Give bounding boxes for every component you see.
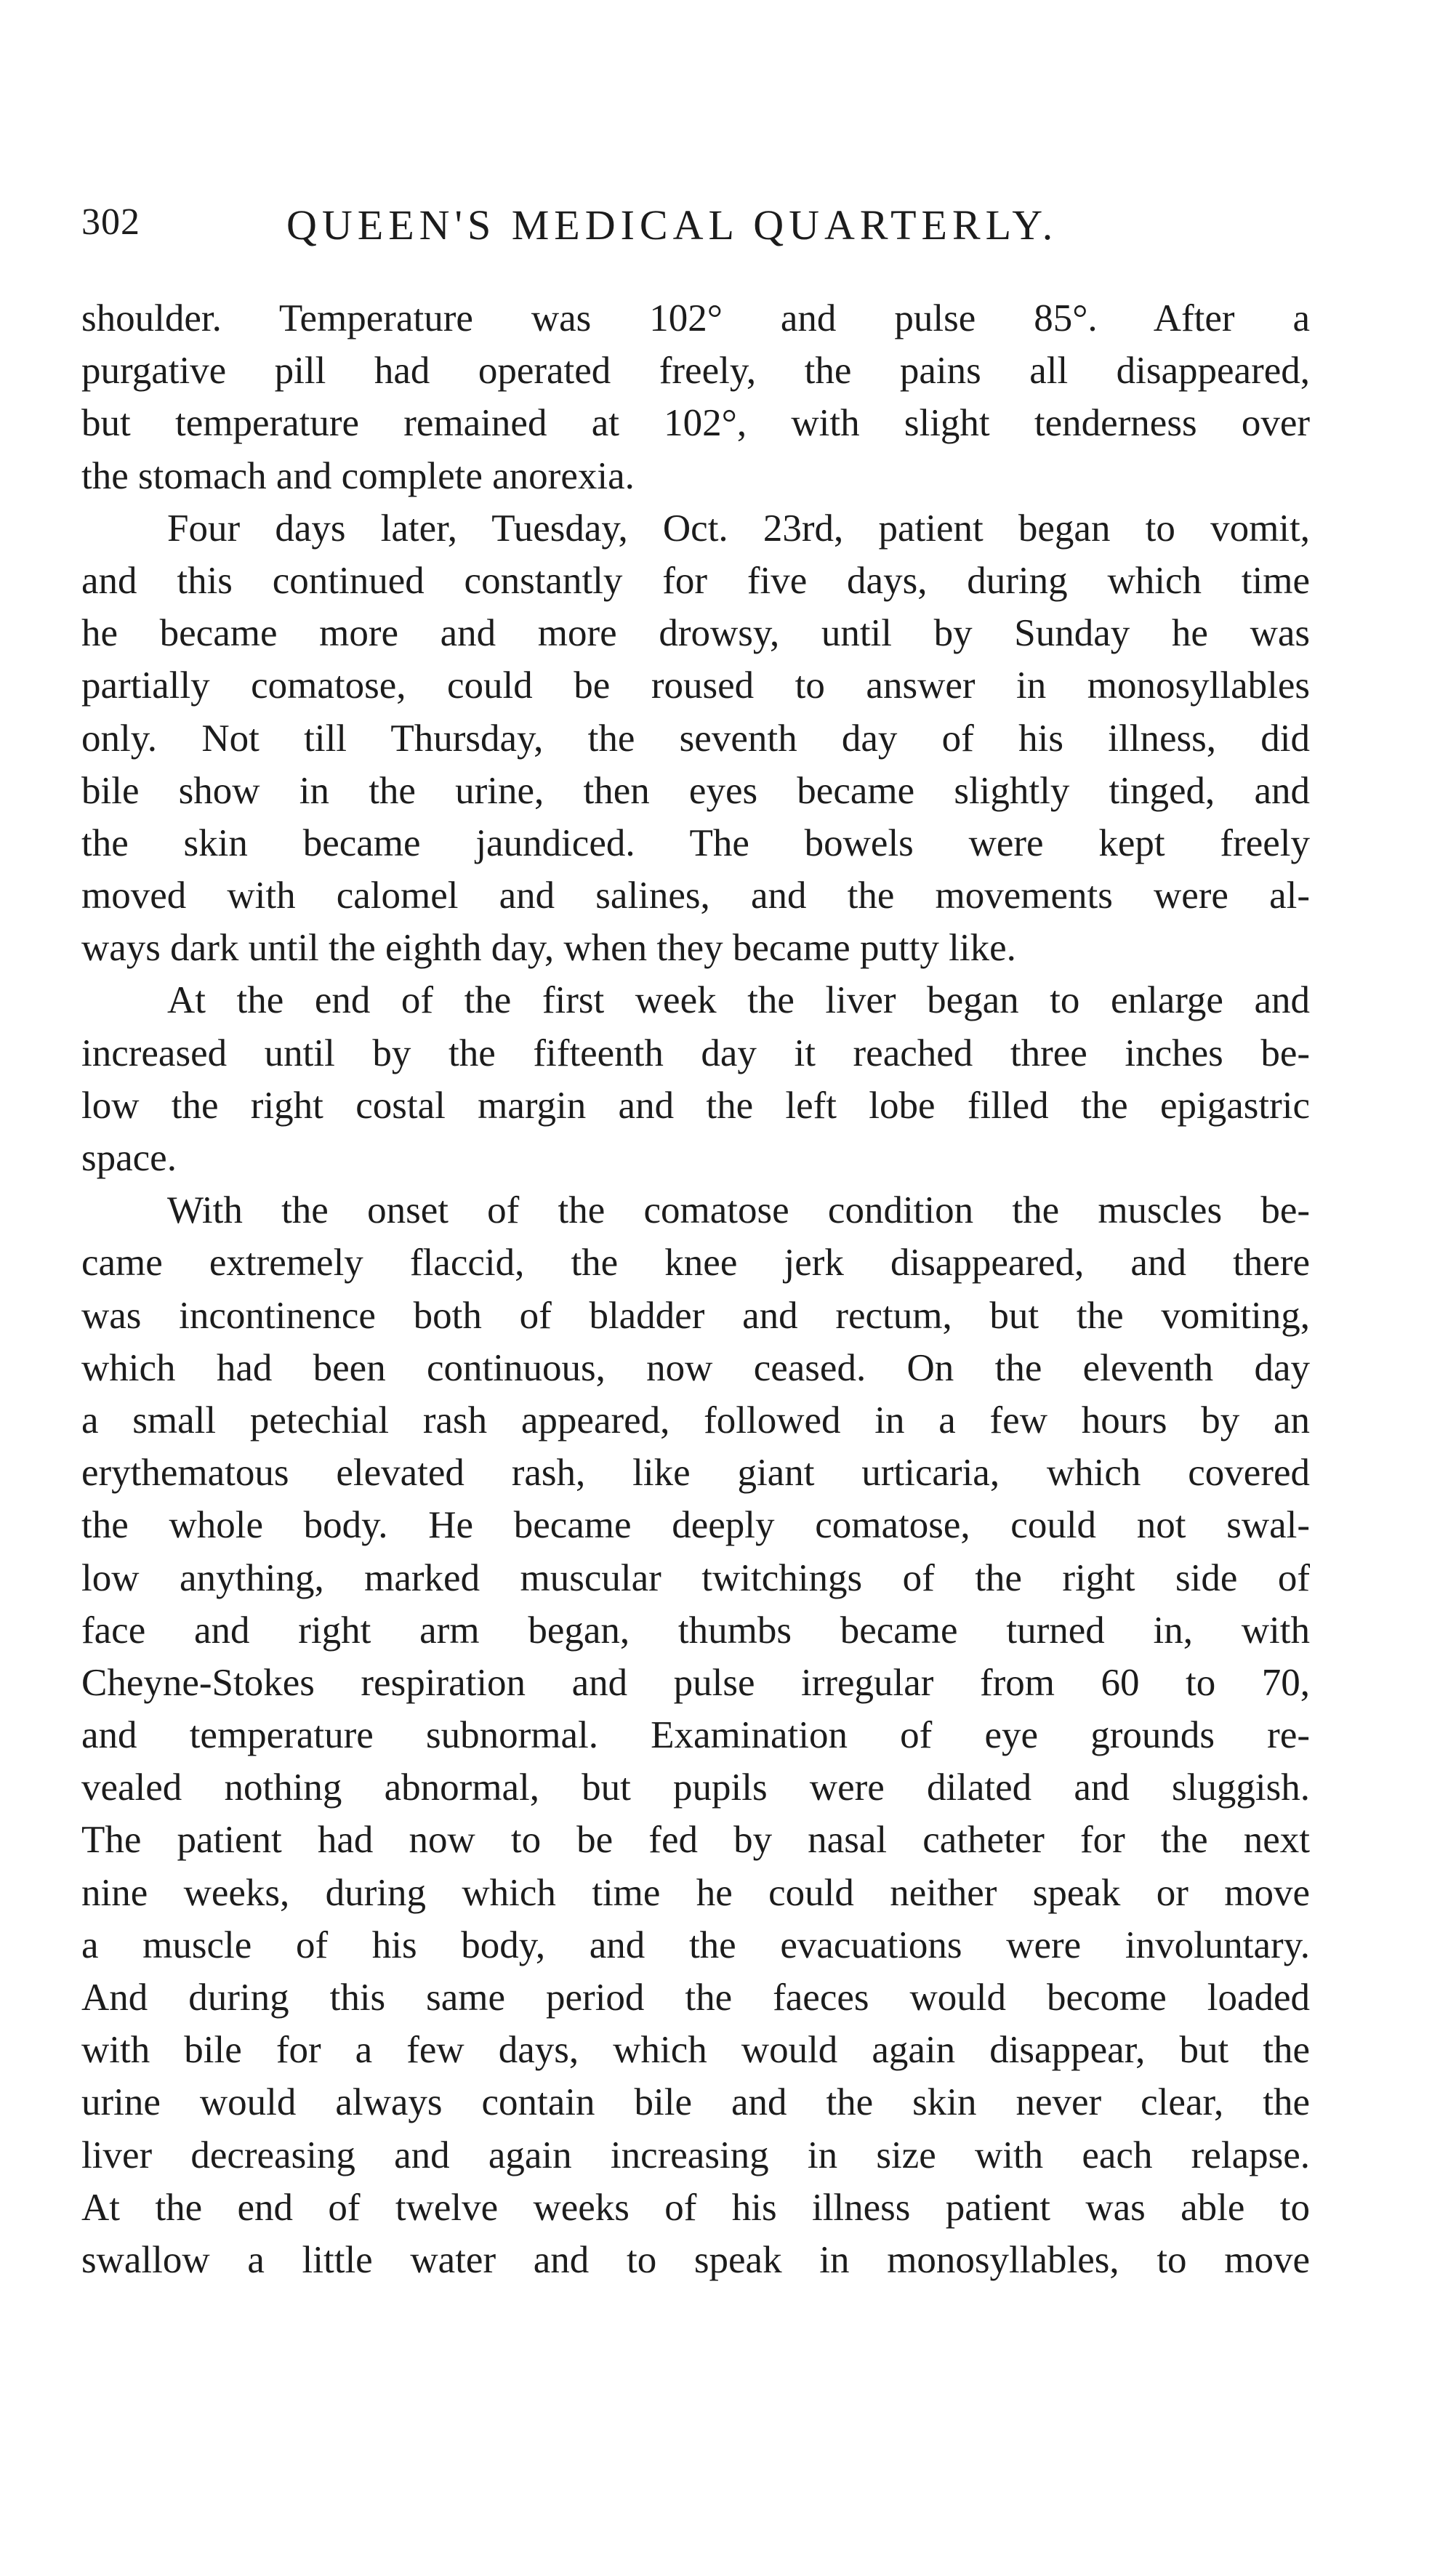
text-line: erythematous elevated rash, like giant urticaria, which covered [81, 1452, 1310, 1495]
text-line: And during this same period the faeces would become loaded [81, 1977, 1310, 2019]
body-text [81, 292, 1310, 2286]
page-number: 302 [81, 201, 140, 243]
text-line: low the right costal margin and the left lobe filled the epigastric [81, 1084, 1310, 1127]
text-line: space. [81, 1137, 177, 1179]
text-line: came extremely flaccid, the knee jerk disappeared, and there [81, 1242, 1310, 1284]
text-line: low anything, marked muscular twitchings of the right side of [81, 1556, 1310, 1599]
text-line: and this continued constantly for five days, during which time [81, 559, 1310, 602]
text-line: swallow a little water and to speak in monosyllables, to move [81, 2238, 1310, 2281]
text-line: urine would always contain bile and the skin never clear, the [81, 2081, 1310, 2124]
text-line: shoulder. Temperature was 102° and pulse 85°. After a [81, 297, 1310, 339]
text-line: nine weeks, during which time he could neither speak or move [81, 1871, 1310, 1914]
text-line: the whole body. He became deeply comatose, could not swal- [81, 1504, 1310, 1547]
text-line: increased until by the fifteenth day it reached three inches be- [81, 1032, 1310, 1074]
text-line: the stomach and complete anorexia. [81, 454, 635, 497]
text-line: was incontinence both of bladder and rectum, but the vomiting, [81, 1294, 1310, 1337]
text-line: which had been continuous, now ceased. On the eleventh day [81, 1346, 1310, 1389]
text-line: At the end of the first week the liver began to enlarge and [167, 979, 1310, 1022]
page-header [81, 201, 1310, 266]
text-line: a small petechial rash appeared, followed in a few hours by an [81, 1399, 1310, 1442]
text-line: he became more and more drowsy, until by Sunday he was [81, 612, 1310, 655]
text-line: face and right arm began, thumbs became turned in, with [81, 1609, 1310, 1652]
text-line: The patient had now to be fed by nasal catheter for the next [81, 1819, 1310, 1862]
running-head: QUEEN'S MEDICAL QUARTERLY. [286, 201, 1058, 249]
text-line: Cheyne-Stokes respiration and pulse irregular from 60 to 70, [81, 1661, 1310, 1704]
text-line: and temperature subnormal. Examination of eye grounds re- [81, 1714, 1310, 1757]
text-line: vealed nothing abnormal, but pupils were dilated and sluggish. [81, 1766, 1310, 1809]
text-line: bile show in the urine, then eyes became slightly tinged, and [81, 769, 1310, 812]
text-line: a muscle of his body, and the evacuations were involuntary. [81, 1923, 1310, 1966]
text-line: with bile for a few days, which would again disappear, but the [81, 2029, 1310, 2072]
text-line: Four days later, Tuesday, Oct. 23rd, patient began to vomit, [167, 507, 1310, 550]
text-line: only. Not till Thursday, the seventh day of his illness, did [81, 717, 1310, 760]
text-line: the skin became jaundiced. The bowels were kept freely [81, 821, 1310, 864]
text-line: but temperature remained at 102°, with slight tenderness over [81, 402, 1310, 445]
text-line: With the onset of the comatose condition the muscles be- [167, 1189, 1310, 1232]
text-line: moved with calomel and salines, and the movements were al- [81, 875, 1310, 917]
text-line: liver decreasing and again increasing in size with each relapse. [81, 2134, 1310, 2176]
text-line: purgative pill had operated freely, the pains all disappeared, [81, 350, 1310, 393]
text-line: ways dark until the eighth day, when they became putty like. [81, 927, 1016, 970]
text-line: At the end of twelve weeks of his illness patient was able to [81, 2186, 1310, 2229]
text-line: partially comatose, could be roused to answer in monosyllables [81, 664, 1310, 707]
